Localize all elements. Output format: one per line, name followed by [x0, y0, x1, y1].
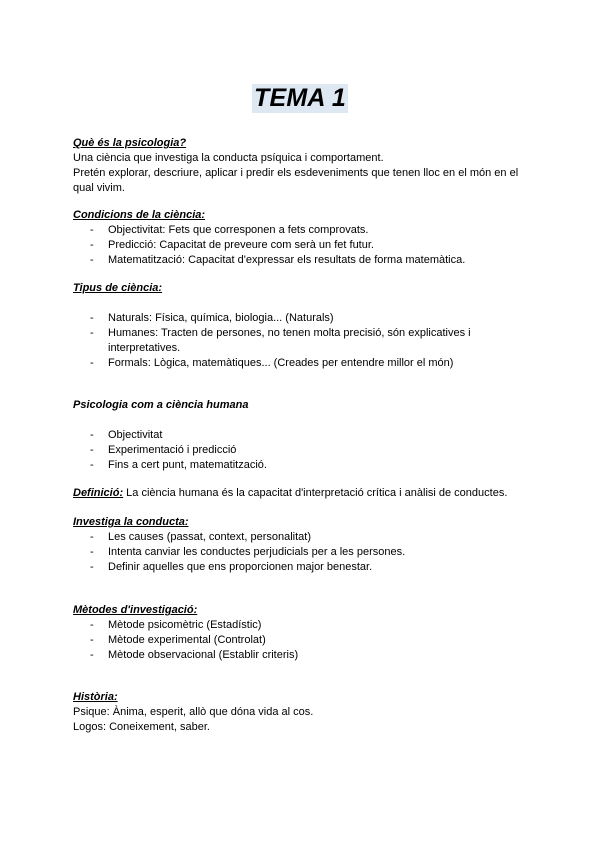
- list-item-text: Intenta canviar les conductes perjudicials per a les persones.: [108, 546, 406, 558]
- dash-marker: -: [90, 634, 94, 646]
- list-item-text: Mètode experimental (Controlat): [108, 634, 266, 646]
- list-item: [73, 428, 533, 443]
- title-container: [73, 84, 527, 113]
- section-heading: Què és la psicologia?: [73, 137, 187, 149]
- list-item-text: Experimentació i predicció: [108, 444, 237, 456]
- section-psicologia-humana: [73, 398, 533, 473]
- dash-marker: -: [90, 429, 94, 441]
- dash-marker: -: [90, 224, 94, 236]
- list-item-text: Naturals: Física, química, biologia... (Naturals): [108, 312, 334, 324]
- bullet-list: [73, 223, 533, 268]
- list-item-text: Formals: Lògica, matemàtiques... (Creades per entendre millor el món): [108, 357, 454, 369]
- list-item-text: Mètode psicomètric (Estadístic): [108, 619, 262, 631]
- page-title: TEMA 1: [254, 84, 346, 112]
- list-item-text: Predicció: Capacitat de preveure com serà un fet futur.: [108, 239, 374, 251]
- list-item: [73, 618, 533, 633]
- list-item: [73, 545, 533, 560]
- list-item: [73, 458, 533, 473]
- section-metodes: [73, 603, 533, 663]
- section-heading: Psicologia com a ciència humana: [73, 399, 249, 411]
- dash-marker: -: [90, 327, 94, 339]
- list-item: [73, 253, 533, 268]
- paragraph-line: Pretén explorar, descriure, aplicar i predir els esdeveniments que tenen lloc en el món en el qual vivim.: [73, 167, 519, 194]
- list-item-text: Fins a cert punt, matematització.: [108, 459, 267, 471]
- list-item-text: Matematització: Capacitat d'expressar els resultats de forma matemàtica.: [108, 254, 466, 266]
- section-historia: [73, 690, 533, 735]
- dash-marker: -: [90, 459, 94, 471]
- list-item: [73, 238, 533, 253]
- dash-marker: -: [90, 546, 94, 558]
- dash-marker: -: [90, 531, 94, 543]
- list-item-text: Les causes (passat, context, personalitat): [108, 531, 311, 543]
- dash-marker: -: [90, 561, 94, 573]
- list-item-text: Mètode observacional (Establir criteris): [108, 649, 299, 661]
- paragraph-line: Una ciència que investiga la conducta psíquica i comportament.: [73, 152, 384, 164]
- bullet-list: [73, 618, 533, 663]
- definition-text: La ciència humana és la capacitat d'interpretació crítica i anàlisi de conductes.: [123, 487, 508, 499]
- bullet-list: [73, 530, 533, 575]
- list-item: [73, 648, 533, 663]
- list-item-text: Humanes: Tracten de persones, no tenen molta precisió, són explicatives i interpretatives.: [108, 327, 471, 354]
- section-heading: Condicions de la ciència:: [73, 209, 206, 221]
- section-que-es: [73, 136, 533, 196]
- list-item-text: Objectivitat: [108, 429, 163, 441]
- list-item: [73, 633, 533, 648]
- list-item: [73, 311, 533, 326]
- definition-label: Definició:: [73, 487, 124, 499]
- bullet-list: [73, 428, 533, 473]
- section-heading: Història:: [73, 691, 118, 703]
- section-definicio: [73, 486, 533, 501]
- paragraph-line: Psique: Ànima, esperit, allò que dóna vida al cos.: [73, 706, 314, 718]
- list-item: [73, 326, 533, 356]
- section-heading: Mètodes d'investigació:: [73, 604, 198, 616]
- list-item-text: Objectivitat: Fets que corresponen a fets comprovats.: [108, 224, 369, 236]
- list-item-text: Definir aquelles que ens proporcionen major benestar.: [108, 561, 373, 573]
- dash-marker: -: [90, 254, 94, 266]
- list-item: [73, 560, 533, 575]
- bullet-list: [73, 311, 533, 371]
- section-investiga: [73, 515, 533, 575]
- section-tipus: [73, 281, 533, 371]
- list-item: [73, 443, 533, 458]
- dash-marker: -: [90, 444, 94, 456]
- section-heading: Investiga la conducta:: [73, 516, 189, 528]
- definition-paragraph: [73, 486, 533, 501]
- list-item: [73, 530, 533, 545]
- dash-marker: -: [90, 239, 94, 251]
- list-item: [73, 223, 533, 238]
- section-heading: Tipus de ciència:: [73, 282, 163, 294]
- dash-marker: -: [90, 357, 94, 369]
- dash-marker: -: [90, 649, 94, 661]
- dash-marker: -: [90, 619, 94, 631]
- list-item: [73, 356, 533, 371]
- section-condicions: [73, 208, 533, 268]
- paragraph-line: Logos: Coneixement, saber.: [73, 721, 210, 733]
- dash-marker: -: [90, 312, 94, 324]
